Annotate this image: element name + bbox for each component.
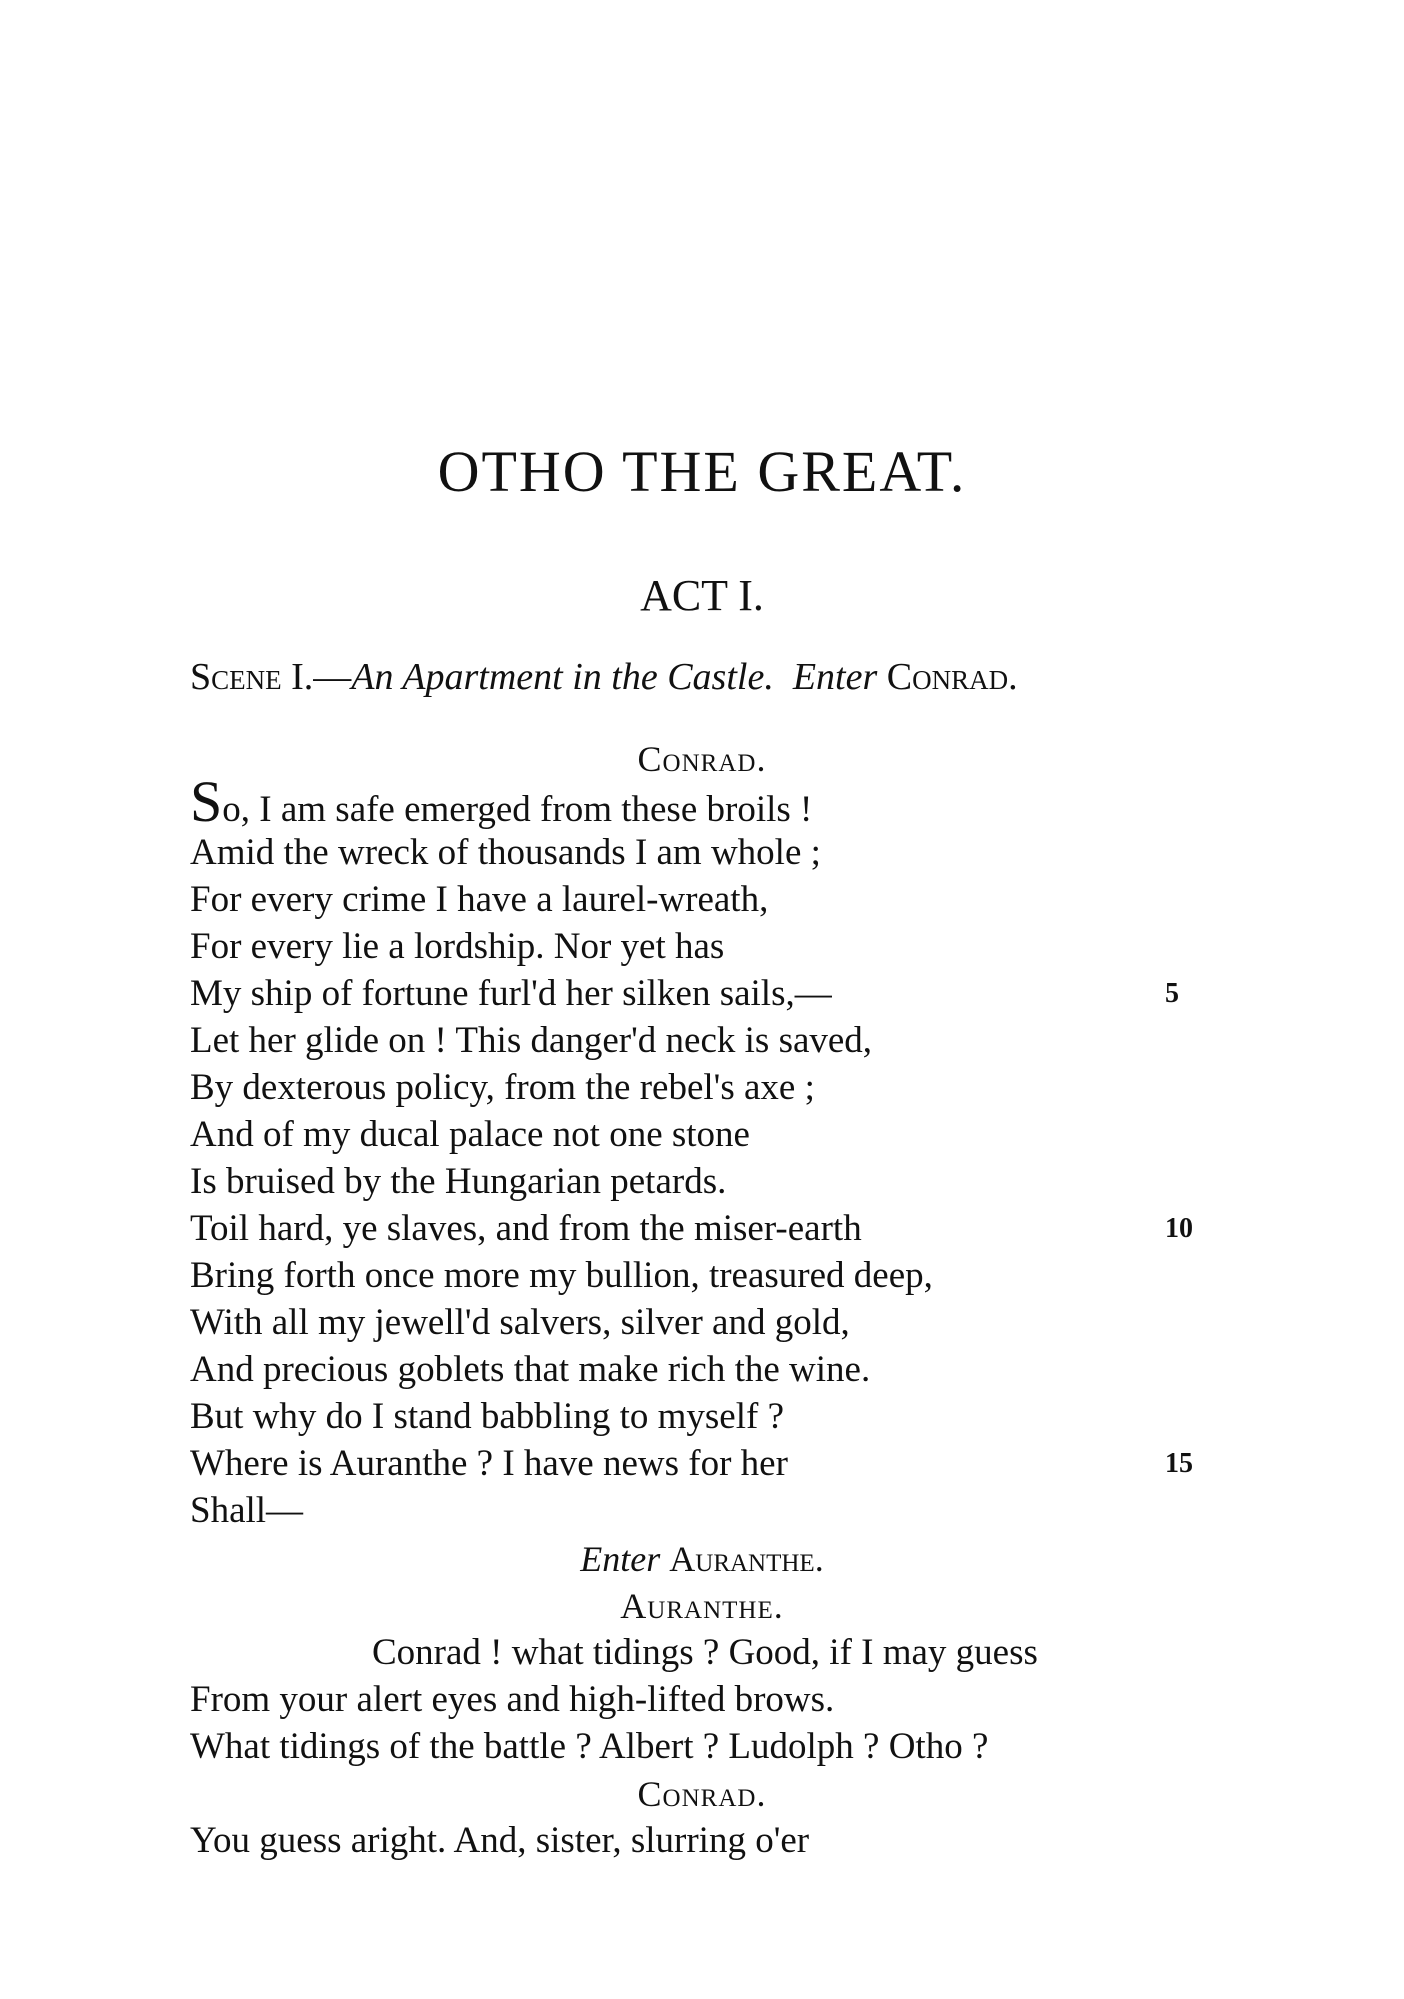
line-number: 5 — [1165, 978, 1179, 1009]
verse-line-text: From your alert eyes and high-lifted brows. — [190, 1679, 835, 1720]
verse-line-text: And of my ducal palace not one stone — [190, 1114, 750, 1155]
verse-line — [190, 1111, 1200, 1158]
play-title: OTHO THE GREAT. — [437, 439, 967, 504]
verse-line — [190, 923, 1200, 970]
verse-line-text: And precious goblets that make rich the wine. — [190, 1349, 871, 1390]
drop-cap: S — [190, 769, 223, 834]
scene-location: An Apartment in the Castle. — [351, 656, 774, 698]
verse-line-text: Amid the wreck of thousands I am whole ; — [190, 832, 821, 873]
scene-dash: — — [313, 656, 352, 698]
act-heading: ACT I. — [640, 571, 764, 620]
line-number: 10 — [1165, 1213, 1193, 1244]
verse-line-text: Conrad ! what tidings ? Good, if I may guess — [372, 1632, 1038, 1673]
stage-enter-word: Enter — [580, 1539, 661, 1579]
verse-line — [190, 1205, 1200, 1252]
verse-line — [190, 1393, 1200, 1440]
verse-line-text: Let her glide on ! This danger'd neck is saved, — [190, 1020, 873, 1061]
speech-conrad-1 — [190, 769, 1200, 1534]
verse-line-text: Bring forth once more my bullion, treasured deep, — [190, 1255, 933, 1296]
verse-line-text: For every crime I have a laurel-wreath, — [190, 879, 769, 920]
verse-line — [190, 1440, 1200, 1487]
verse-line-text: By dexterous policy, from the rebel's axe ; — [190, 1067, 815, 1108]
speaker-auranthe: Auranthe. — [620, 1586, 784, 1626]
verse-line-text: Toil hard, ye slaves, and from the miser-earth — [190, 1208, 862, 1249]
verse-line-text: You guess aright. And, sister, slurring o'er — [190, 1820, 810, 1861]
verse-line-text: But why do I stand babbling to myself ? — [190, 1396, 784, 1437]
scene-enter-character: Conrad. — [886, 656, 1018, 698]
scene-heading — [190, 655, 1220, 699]
verse-line — [190, 1252, 1200, 1299]
verse-line — [190, 1629, 1200, 1676]
verse-line-text: My ship of fortune furl'd her silken sails,— — [190, 973, 832, 1014]
verse-line-text: o, I am safe emerged from these broils ! — [222, 789, 813, 830]
speaker-conrad-1: Conrad. — [637, 739, 767, 779]
scene-enter-word: Enter — [792, 656, 878, 698]
speaker-conrad-2: Conrad. — [637, 1774, 767, 1814]
line-number: 15 — [1165, 1448, 1193, 1479]
verse-line — [190, 769, 1200, 834]
speech-auranthe — [190, 1629, 1200, 1770]
scene-label: Scene I. — [190, 656, 314, 698]
verse-line — [190, 1487, 1200, 1534]
verse-line-text: Shall— — [190, 1490, 304, 1531]
speech-conrad-2 — [190, 1817, 1200, 1864]
verse-line — [190, 1676, 1200, 1723]
verse-line — [190, 970, 1200, 1017]
stage-direction — [0, 1538, 1404, 1580]
verse-line-text: Where is Auranthe ? I have news for her — [190, 1443, 788, 1484]
verse-line — [190, 1017, 1200, 1064]
verse-line — [190, 1817, 1200, 1864]
verse-line-text: Is bruised by the Hungarian petards. — [190, 1161, 727, 1202]
verse-line — [190, 829, 1200, 876]
verse-line — [190, 1723, 1200, 1770]
verse-line-text: For every lie a lordship. Nor yet has — [190, 926, 725, 967]
verse-line — [190, 1299, 1200, 1346]
stage-character: Auranthe. — [669, 1539, 824, 1579]
verse-line — [190, 876, 1200, 923]
verse-line — [190, 1064, 1200, 1111]
verse-line — [190, 1346, 1200, 1393]
verse-line — [190, 1158, 1200, 1205]
verse-line-text: What tidings of the battle ? Albert ? Ludolph ? Otho ? — [190, 1726, 989, 1767]
verse-line-text: With all my jewell'd salvers, silver and gold, — [190, 1302, 850, 1343]
